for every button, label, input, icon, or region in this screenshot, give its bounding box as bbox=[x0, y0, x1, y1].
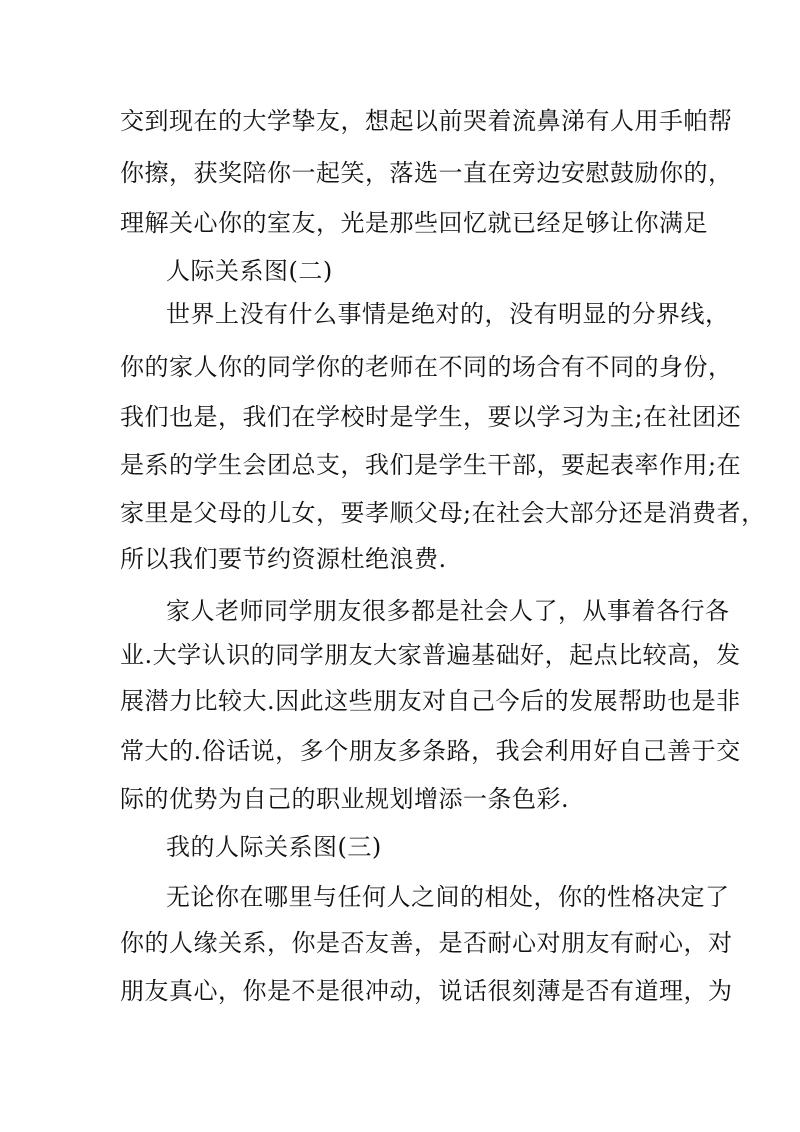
text-line: 交到现在的大学挚友，想起以前哭着流鼻涕有人用手帕帮 bbox=[120, 107, 733, 135]
text-line: 无论你在哪里与任何人之间的相处，你的性格决定了 bbox=[166, 883, 730, 911]
section-heading: 人际关系图(二) bbox=[166, 257, 333, 285]
section-heading: 我的人际关系图(三) bbox=[166, 833, 382, 861]
text-line: 理解关心你的室友，光是那些回忆就已经足够让你满足 bbox=[120, 209, 708, 237]
text-line: 你的家人你的同学你的老师在不同的场合有不同的身份， bbox=[120, 353, 733, 381]
text-line: 所以我们要节约资源杜绝浪费. bbox=[120, 545, 447, 573]
text-line: 常大的.俗话说，多个朋友多条路，我会利用好自己善于交 bbox=[120, 737, 741, 765]
text-line: 朋友真心，你是不是很冲动，说话很刻薄是否有道理，为 bbox=[120, 977, 733, 1005]
text-line: 业.大学认识的同学朋友大家普遍基础好，起点比较高，发 bbox=[120, 641, 741, 669]
text-line: 展潜力比较大.因此这些朋友对自己今后的发展帮助也是非 bbox=[120, 687, 741, 715]
text-line: 你的人缘关系，你是否友善，是否耐心对朋友有耐心，对 bbox=[120, 929, 733, 957]
text-line: 世界上没有什么事情是绝对的，没有明显的分界线， bbox=[166, 300, 730, 328]
text-line: 你擦，获奖陪你一起笑，落选一直在旁边安慰鼓励你的， bbox=[120, 159, 733, 187]
text-line: 际的优势为自己的职业规划增添一条色彩. bbox=[120, 785, 570, 813]
text-line: 家人老师同学朋友很多都是社会人了，从事着各行各 bbox=[166, 597, 730, 625]
text-line: 是系的学生会团总支，我们是学生干部，要起表率作用;在 bbox=[120, 451, 742, 479]
text-line: 家里是父母的儿女，要孝顺父母;在社会大部分还是消费者， bbox=[120, 499, 766, 527]
text-line: 我们也是，我们在学校时是学生，要以学习为主;在社团还 bbox=[120, 403, 742, 431]
